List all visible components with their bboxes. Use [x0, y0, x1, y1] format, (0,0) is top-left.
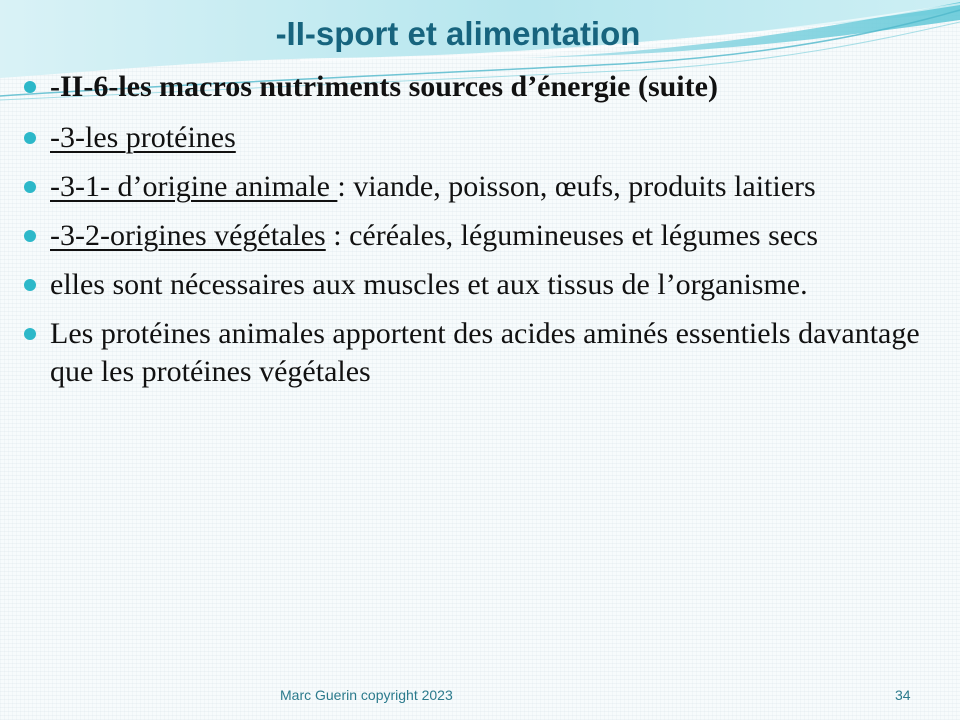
- page-number: 34: [895, 687, 911, 703]
- slide-title: -II-sport et alimentation: [275, 15, 641, 52]
- bullet-dot-icon: [24, 328, 36, 340]
- bullet-underlined-text: -3-2-origines végétales: [50, 219, 326, 252]
- bullet-dot-icon: [24, 230, 36, 242]
- bullet-text: : céréales, légumineuses et légumes secs: [325, 219, 819, 252]
- bullet-item-macronutrients: [22, 68, 937, 106]
- bullet-item-proteins: [22, 119, 937, 157]
- bullet-underlined-text: -3-les protéines: [50, 121, 236, 154]
- bullet-text: -II-6-les macros nutriments sources d’énergie (suite): [50, 70, 718, 103]
- bullet-dot-icon: [24, 279, 36, 291]
- bullet-item-animal-origin: [22, 168, 937, 206]
- bullet-text: Les protéines animales apportent des acides aminés essentiels davantage que les protéines végétales: [50, 317, 920, 388]
- bullet-item-vegetable-origin: [22, 217, 937, 255]
- bullet-text: : viande, poisson, œufs, produits laitiers: [337, 170, 816, 203]
- bullet-item-necessity: [22, 266, 937, 304]
- bullet-dot-icon: [24, 181, 36, 193]
- bullet-dot-icon: [24, 132, 36, 144]
- bullet-underlined-text: -3-1- d’origine animale: [50, 170, 338, 203]
- bullet-item-amino-acids: [22, 315, 937, 391]
- footer-copyright: Marc Guerin copyright 2023: [280, 687, 453, 703]
- bullet-text: elles sont nécessaires aux muscles et aux tissus de l’organisme.: [50, 268, 808, 301]
- bullet-list: [22, 68, 937, 402]
- bullet-dot-icon: [24, 81, 36, 93]
